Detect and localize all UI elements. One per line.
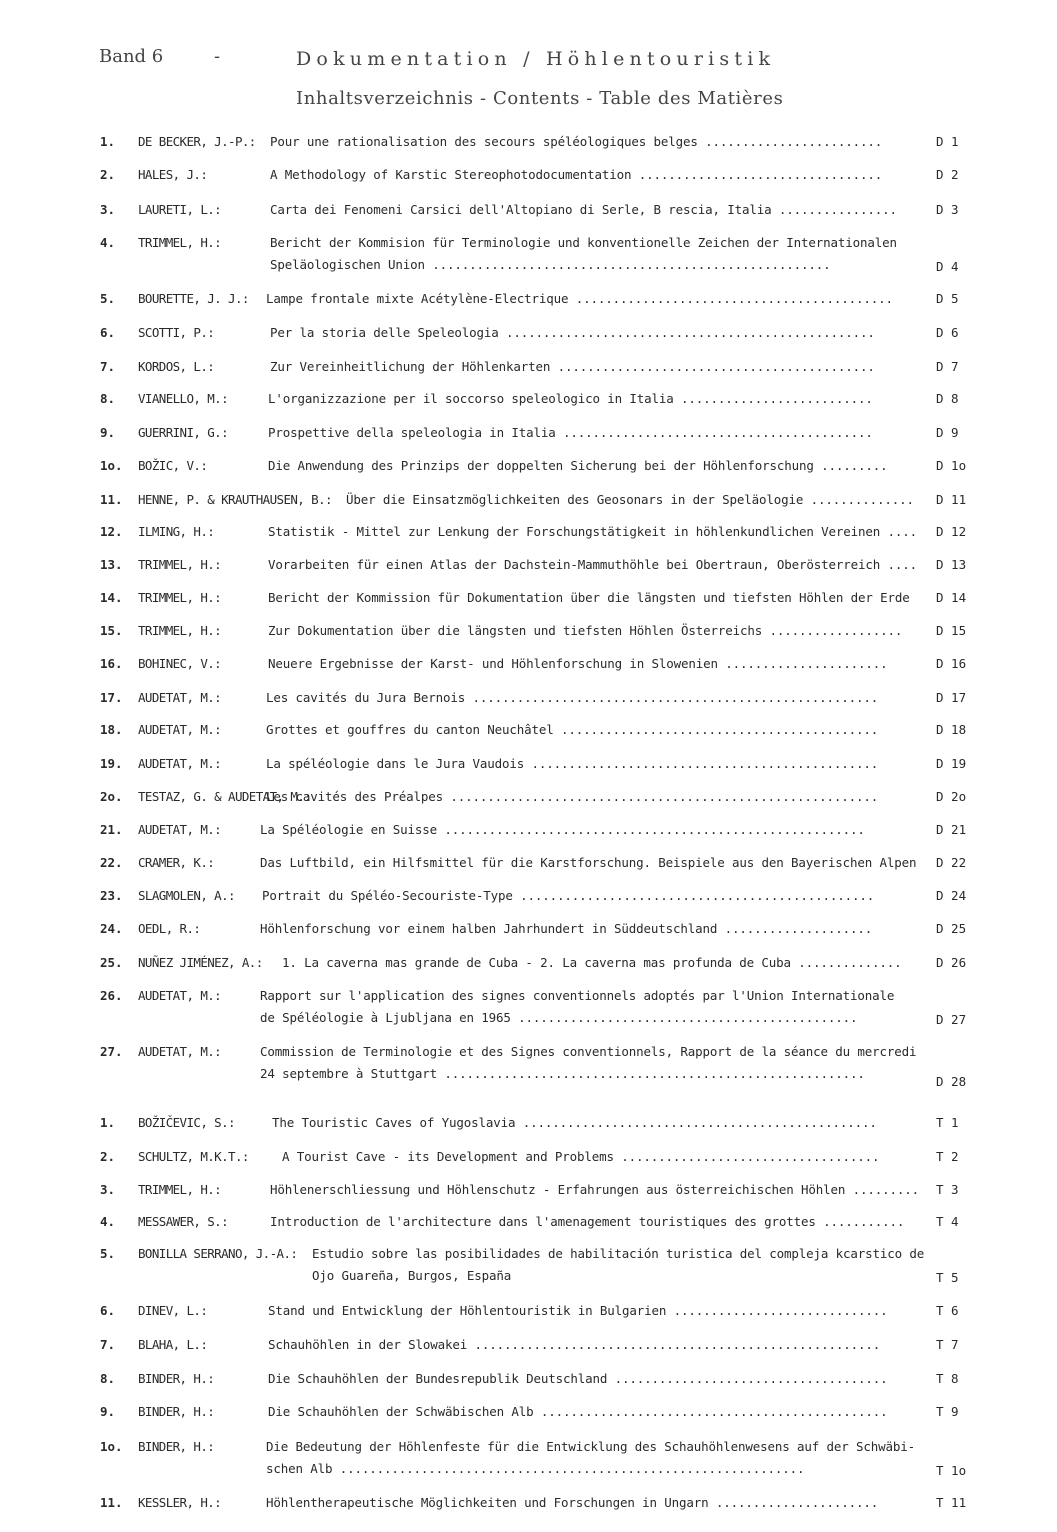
entry-title [260, 819, 865, 841]
entry-number: 18. [100, 722, 123, 737]
entry-title-line: Les cavités des Préalpes .......................................................... [266, 789, 879, 804]
entry-author: TRIMMEL, H.: [138, 1182, 222, 1197]
entry-author: SCHULTZ, M.K.T.: [138, 1149, 249, 1164]
entry-title [268, 653, 888, 675]
entry-title-line: A Methodology of Karstic Stereophotodocumentation ................................. [270, 167, 883, 182]
entry-title [270, 322, 875, 344]
entry-code: D 25 [936, 921, 967, 936]
entry-title [272, 1112, 877, 1134]
entry-title [268, 587, 910, 609]
entry-title-line: Die Anwendung des Prinzips der doppelten Sicherung bei der Höhlenforschung ......... [268, 458, 888, 473]
entry-title [282, 952, 902, 974]
entry-title-line: Über die Einsatzmöglichkeiten des Geosonars in der Speläologie .............. [346, 492, 914, 507]
entry-author: VIANELLO, M.: [138, 391, 229, 406]
entry-author: AUDETAT, M.: [138, 722, 222, 737]
entry-title-line: Rapport sur l'application des signes conventionnels adoptés par l'Union Internationale [260, 988, 895, 1003]
entry-code: D 21 [936, 822, 967, 837]
entry-author: BINDER, H.: [138, 1371, 215, 1386]
entry-title [268, 1368, 888, 1390]
entry-title [260, 918, 872, 940]
entry-title-line: Pour une rationalisation des secours spéléologiques belges ........................ [270, 134, 883, 149]
entry-author: AUDETAT, M.: [138, 988, 222, 1003]
entry-author: TRIMMEL, H.: [138, 235, 222, 250]
entry-title [268, 1401, 888, 1423]
entry-number: 6. [100, 325, 116, 340]
entry-code: D 7 [936, 359, 959, 374]
entry-author: ILMING, H.: [138, 524, 215, 539]
entry-title [266, 1436, 915, 1480]
entry-code: D 9 [936, 425, 959, 440]
entry-title-continuation: Speläologischen Union ...................................................... [270, 257, 831, 272]
entry-code: D 11 [936, 492, 967, 507]
volume-label: Band 6 [99, 46, 164, 67]
entry-number: 6. [100, 1303, 116, 1318]
entry-code: T 7 [936, 1337, 959, 1352]
entry-code: D 4 [936, 259, 959, 274]
entry-title [268, 620, 902, 642]
entry-code: D 6 [936, 325, 959, 340]
entry-code: T 11 [936, 1495, 967, 1510]
entry-title [270, 232, 897, 276]
entry-code: D 28 [936, 1074, 967, 1089]
entry-code: T 6 [936, 1303, 959, 1318]
entry-number: 12. [100, 524, 123, 539]
entry-title [268, 1300, 888, 1322]
entry-number: 11. [100, 492, 123, 507]
entry-code: T 5 [936, 1270, 959, 1285]
entry-title-line: L'organizzazione per il soccorso speleologico in Italia .......................... [268, 391, 873, 406]
entry-number: 4. [100, 235, 116, 250]
entry-number: 21. [100, 822, 123, 837]
entry-title-line: 1. La caverna mas grande de Cuba - 2. La caverna mas profunda de Cuba .............. [282, 955, 902, 970]
entry-title-line: Les cavités du Jura Bernois ....................................................... [266, 690, 879, 705]
entry-number: 25. [100, 955, 123, 970]
entry-author: AUDETAT, M.: [138, 822, 222, 837]
entry-number: 26. [100, 988, 123, 1003]
entry-title-line: Estudio sobre las posibilidades de habilitación turistica del compleja kcarstico de [312, 1246, 925, 1261]
entry-code: D 22 [936, 855, 967, 870]
entry-title [270, 356, 875, 378]
entry-code: D 1o [936, 458, 967, 473]
entry-title-line: Carta dei Fenomeni Carsici dell'Altopiano di Serle, B rescia, Italia ................ [270, 202, 897, 217]
entry-author: SLAGMOLEN, A.: [138, 888, 235, 903]
entry-title [268, 1334, 880, 1356]
entry-title-continuation: schen Alb ............................................................... [266, 1461, 805, 1476]
entry-author: NUÑEZ JIMÉNEZ, A.: [138, 955, 263, 970]
entry-author: HALES, J.: [138, 167, 208, 182]
entry-number: 1. [100, 134, 116, 149]
entry-code: D 2o [936, 789, 967, 804]
entry-author: BOURETTE, J. J.: [138, 291, 249, 306]
entry-title [312, 1243, 924, 1287]
entry-title-line: Die Schauhöhlen der Schwäbischen Alb ............................................... [268, 1404, 888, 1419]
entry-code: D 13 [936, 557, 967, 572]
entry-author: BOŽIČEVIC, S.: [138, 1115, 235, 1130]
entry-title [266, 687, 878, 709]
entry-title-line: Die Bedeutung der Höhlenfeste für die Entwicklung des Schauhöhlenwesens auf der Schwäbi- [266, 1439, 916, 1454]
entry-number: 8. [100, 1371, 116, 1386]
entry-title-continuation: 24 septembre à Stuttgart ......................................................... [260, 1066, 865, 1081]
entry-title-line: Zur Dokumentation über die längsten und tiefsten Höhlen Österreichs .................. [268, 623, 903, 638]
entry-title-line: Höhlenerschliessung und Höhlenschutz - Erfahrungen aus österreichischen Höhlen ......... [270, 1182, 920, 1197]
entry-title-line: Statistik - Mittel zur Lenkung der Forschungstätigkeit in höhlenkundlichen Vereinen .... [268, 524, 918, 539]
entry-title [346, 489, 914, 511]
entry-code: D 27 [936, 1012, 967, 1027]
entry-code: D 1 [936, 134, 959, 149]
entry-title-line: The Touristic Caves of Yugoslavia ................................................ [272, 1115, 877, 1130]
entry-title [266, 786, 878, 808]
entry-author: BONILLA SERRANO, J.-A.: [138, 1246, 298, 1261]
entry-title-line: Höhlenforschung vor einem halben Jahrhundert in Süddeutschland .................... [260, 921, 873, 936]
entry-author: GUERRINI, G.: [138, 425, 229, 440]
entry-title-line: Neuere Ergebnisse der Karst- und Höhlenforschung in Slowenien ...................... [268, 656, 888, 671]
entry-author: SCOTTI, P.: [138, 325, 215, 340]
entry-author: TRIMMEL, H.: [138, 590, 222, 605]
entry-title-line: Stand und Entwicklung der Höhlentouristik in Bulgarien ............................. [268, 1303, 888, 1318]
page-title: Dokumentation / Höhlentouristik [296, 48, 776, 70]
entry-author: AUDETAT, M.: [138, 1044, 222, 1059]
entry-title-line: Grottes et gouffres du canton Neuchâtel ........................................... [266, 722, 879, 737]
entry-author: MESSAWER, S.: [138, 1214, 229, 1229]
page-subtitle: Inhaltsverzeichnis - Contents - Table des Matières [296, 88, 784, 109]
entry-number: 3. [100, 1182, 116, 1197]
entry-code: T 4 [936, 1214, 959, 1229]
entry-title-line: Die Schauhöhlen der Bundesrepublik Deutschland ..................................... [268, 1371, 888, 1386]
entry-title-line: A Tourist Cave - its Development and Problems ................................... [282, 1149, 880, 1164]
entry-author: BOHINEC, V.: [138, 656, 222, 671]
entry-author: OEDL, R.: [138, 921, 201, 936]
entry-author: BOŽIC, V.: [138, 458, 208, 473]
entry-number: 13. [100, 557, 123, 572]
entry-number: 17. [100, 690, 123, 705]
entry-number: 7. [100, 359, 116, 374]
entry-number: 3. [100, 202, 116, 217]
entry-title-line: La Spéléologie en Suisse ......................................................... [260, 822, 865, 837]
entry-code: D 2 [936, 167, 959, 182]
entry-title-line: Vorarbeiten für einen Atlas der Dachstein-Mammuthöhle bei Obertraun, Oberösterreich .... [268, 557, 918, 572]
entry-author: TESTAZ, G. & AUDETAT, M.: [138, 789, 312, 804]
entry-number: 1o. [100, 1439, 123, 1454]
entry-title [270, 164, 882, 186]
entry-author: DE BECKER, J.-P.: [138, 134, 256, 149]
entry-number: 4. [100, 1214, 116, 1229]
entry-title [260, 985, 894, 1029]
entry-code: D 3 [936, 202, 959, 217]
entry-author: CRAMER, K.: [138, 855, 215, 870]
entry-title [266, 288, 893, 310]
entry-code: T 2 [936, 1149, 959, 1164]
entry-title [260, 852, 916, 874]
entry-author: TRIMMEL, H.: [138, 557, 222, 572]
entry-title-line: Schauhöhlen in der Slowakei ....................................................... [268, 1337, 881, 1352]
entry-title-line: Bericht der Kommission für Dokumentation über die längsten und tiefsten Höhlen der Erde [268, 590, 910, 605]
entry-number: 19. [100, 756, 123, 771]
entry-title-line: La spéléologie dans le Jura Vaudois ............................................... [266, 756, 879, 771]
entry-number: 7. [100, 1337, 116, 1352]
entry-number: 9. [100, 1404, 116, 1419]
entry-author: BINDER, H.: [138, 1439, 215, 1454]
entry-title [268, 554, 917, 576]
entry-code: D 15 [936, 623, 967, 638]
entry-title [260, 1041, 916, 1085]
entry-code: T 9 [936, 1404, 959, 1419]
entry-number: 27. [100, 1044, 123, 1059]
entry-title-line: Zur Vereinheitlichung der Höhlenkarten ........................................... [270, 359, 875, 374]
entry-number: 1. [100, 1115, 116, 1130]
entry-title [270, 1179, 919, 1201]
entry-code: D 12 [936, 524, 967, 539]
entry-author: AUDETAT, M.: [138, 756, 222, 771]
entry-author: HENNE, P. & KRAUTHAUSEN, B.: [138, 492, 332, 507]
entry-code: D 16 [936, 656, 967, 671]
entry-title-line: Commission de Terminologie et des Signes conventionnels, Rapport de la séance du mercredi [260, 1044, 917, 1059]
entry-number: 1o. [100, 458, 123, 473]
entry-title [266, 753, 878, 775]
entry-number: 16. [100, 656, 123, 671]
entry-author: KESSLER, H.: [138, 1495, 222, 1510]
entry-author: BINDER, H.: [138, 1404, 215, 1419]
header-dash: - [214, 46, 221, 67]
entry-author: AUDETAT, M.: [138, 690, 222, 705]
entry-title [270, 131, 882, 153]
entry-number: 2. [100, 167, 116, 182]
entry-number: 11. [100, 1495, 123, 1510]
entry-title [262, 885, 874, 907]
entry-code: D 19 [936, 756, 967, 771]
entry-code: T 1 [936, 1115, 959, 1130]
entry-title [268, 521, 917, 543]
entry-code: D 5 [936, 291, 959, 306]
entry-code: T 8 [936, 1371, 959, 1386]
entry-author: TRIMMEL, H.: [138, 623, 222, 638]
entry-number: 14. [100, 590, 123, 605]
entry-number: 15. [100, 623, 123, 638]
entry-code: D 17 [936, 690, 967, 705]
entry-code: T 3 [936, 1182, 959, 1197]
entry-code: T 1o [936, 1463, 967, 1478]
entry-title-line: Per la storia delle Speleologia .................................................. [270, 325, 875, 340]
entry-title-continuation: Ojo Guareña, Burgos, España [312, 1268, 512, 1283]
entry-number: 2o. [100, 789, 123, 804]
entry-number: 24. [100, 921, 123, 936]
entry-title [268, 455, 888, 477]
entry-title [266, 1492, 878, 1514]
entry-title-line: Das Luftbild, ein Hilfsmittel für die Karstforschung. Beispiele aus den Bayerischen Alpen [260, 855, 917, 870]
entry-title [268, 388, 873, 410]
entry-number: 23. [100, 888, 123, 903]
entry-number: 2. [100, 1149, 116, 1164]
entry-author: KORDOS, L.: [138, 359, 215, 374]
entry-author: BLAHA, L.: [138, 1337, 208, 1352]
entry-title-continuation: de Spéléologie à Ljubljana en 1965 .............................................. [260, 1010, 858, 1025]
entry-code: D 26 [936, 955, 967, 970]
entry-code: D 24 [936, 888, 967, 903]
entry-title-line: Prospettive della speleologia in Italia .......................................... [268, 425, 873, 440]
entry-number: 5. [100, 291, 116, 306]
entry-number: 22. [100, 855, 123, 870]
entry-title-line: Portrait du Spéléo-Secouriste-Type ................................................ [262, 888, 875, 903]
entry-title [270, 199, 897, 221]
entry-title [270, 1211, 904, 1233]
entry-title-line: Bericht der Kommision für Terminologie und konventionelle Zeichen der Internationalen [270, 235, 897, 250]
entry-number: 8. [100, 391, 116, 406]
entry-number: 5. [100, 1246, 116, 1261]
entry-code: D 18 [936, 722, 967, 737]
entry-title [266, 719, 878, 741]
entry-number: 9. [100, 425, 116, 440]
entry-author: DINEV, L.: [138, 1303, 208, 1318]
entry-title-line: Höhlentherapeutische Möglichkeiten und Forschungen in Ungarn ...................... [266, 1495, 879, 1510]
entry-title [282, 1146, 879, 1168]
entry-author: LAURETI, L.: [138, 202, 222, 217]
entry-code: D 8 [936, 391, 959, 406]
entry-title-line: Lampe frontale mixte Acétylène-Electrique ........................................... [266, 291, 893, 306]
entry-code: D 14 [936, 590, 967, 605]
entry-title [268, 422, 873, 444]
entry-title-line: Introduction de l'architecture dans l'amenagement touristiques des grottes ........... [270, 1214, 905, 1229]
